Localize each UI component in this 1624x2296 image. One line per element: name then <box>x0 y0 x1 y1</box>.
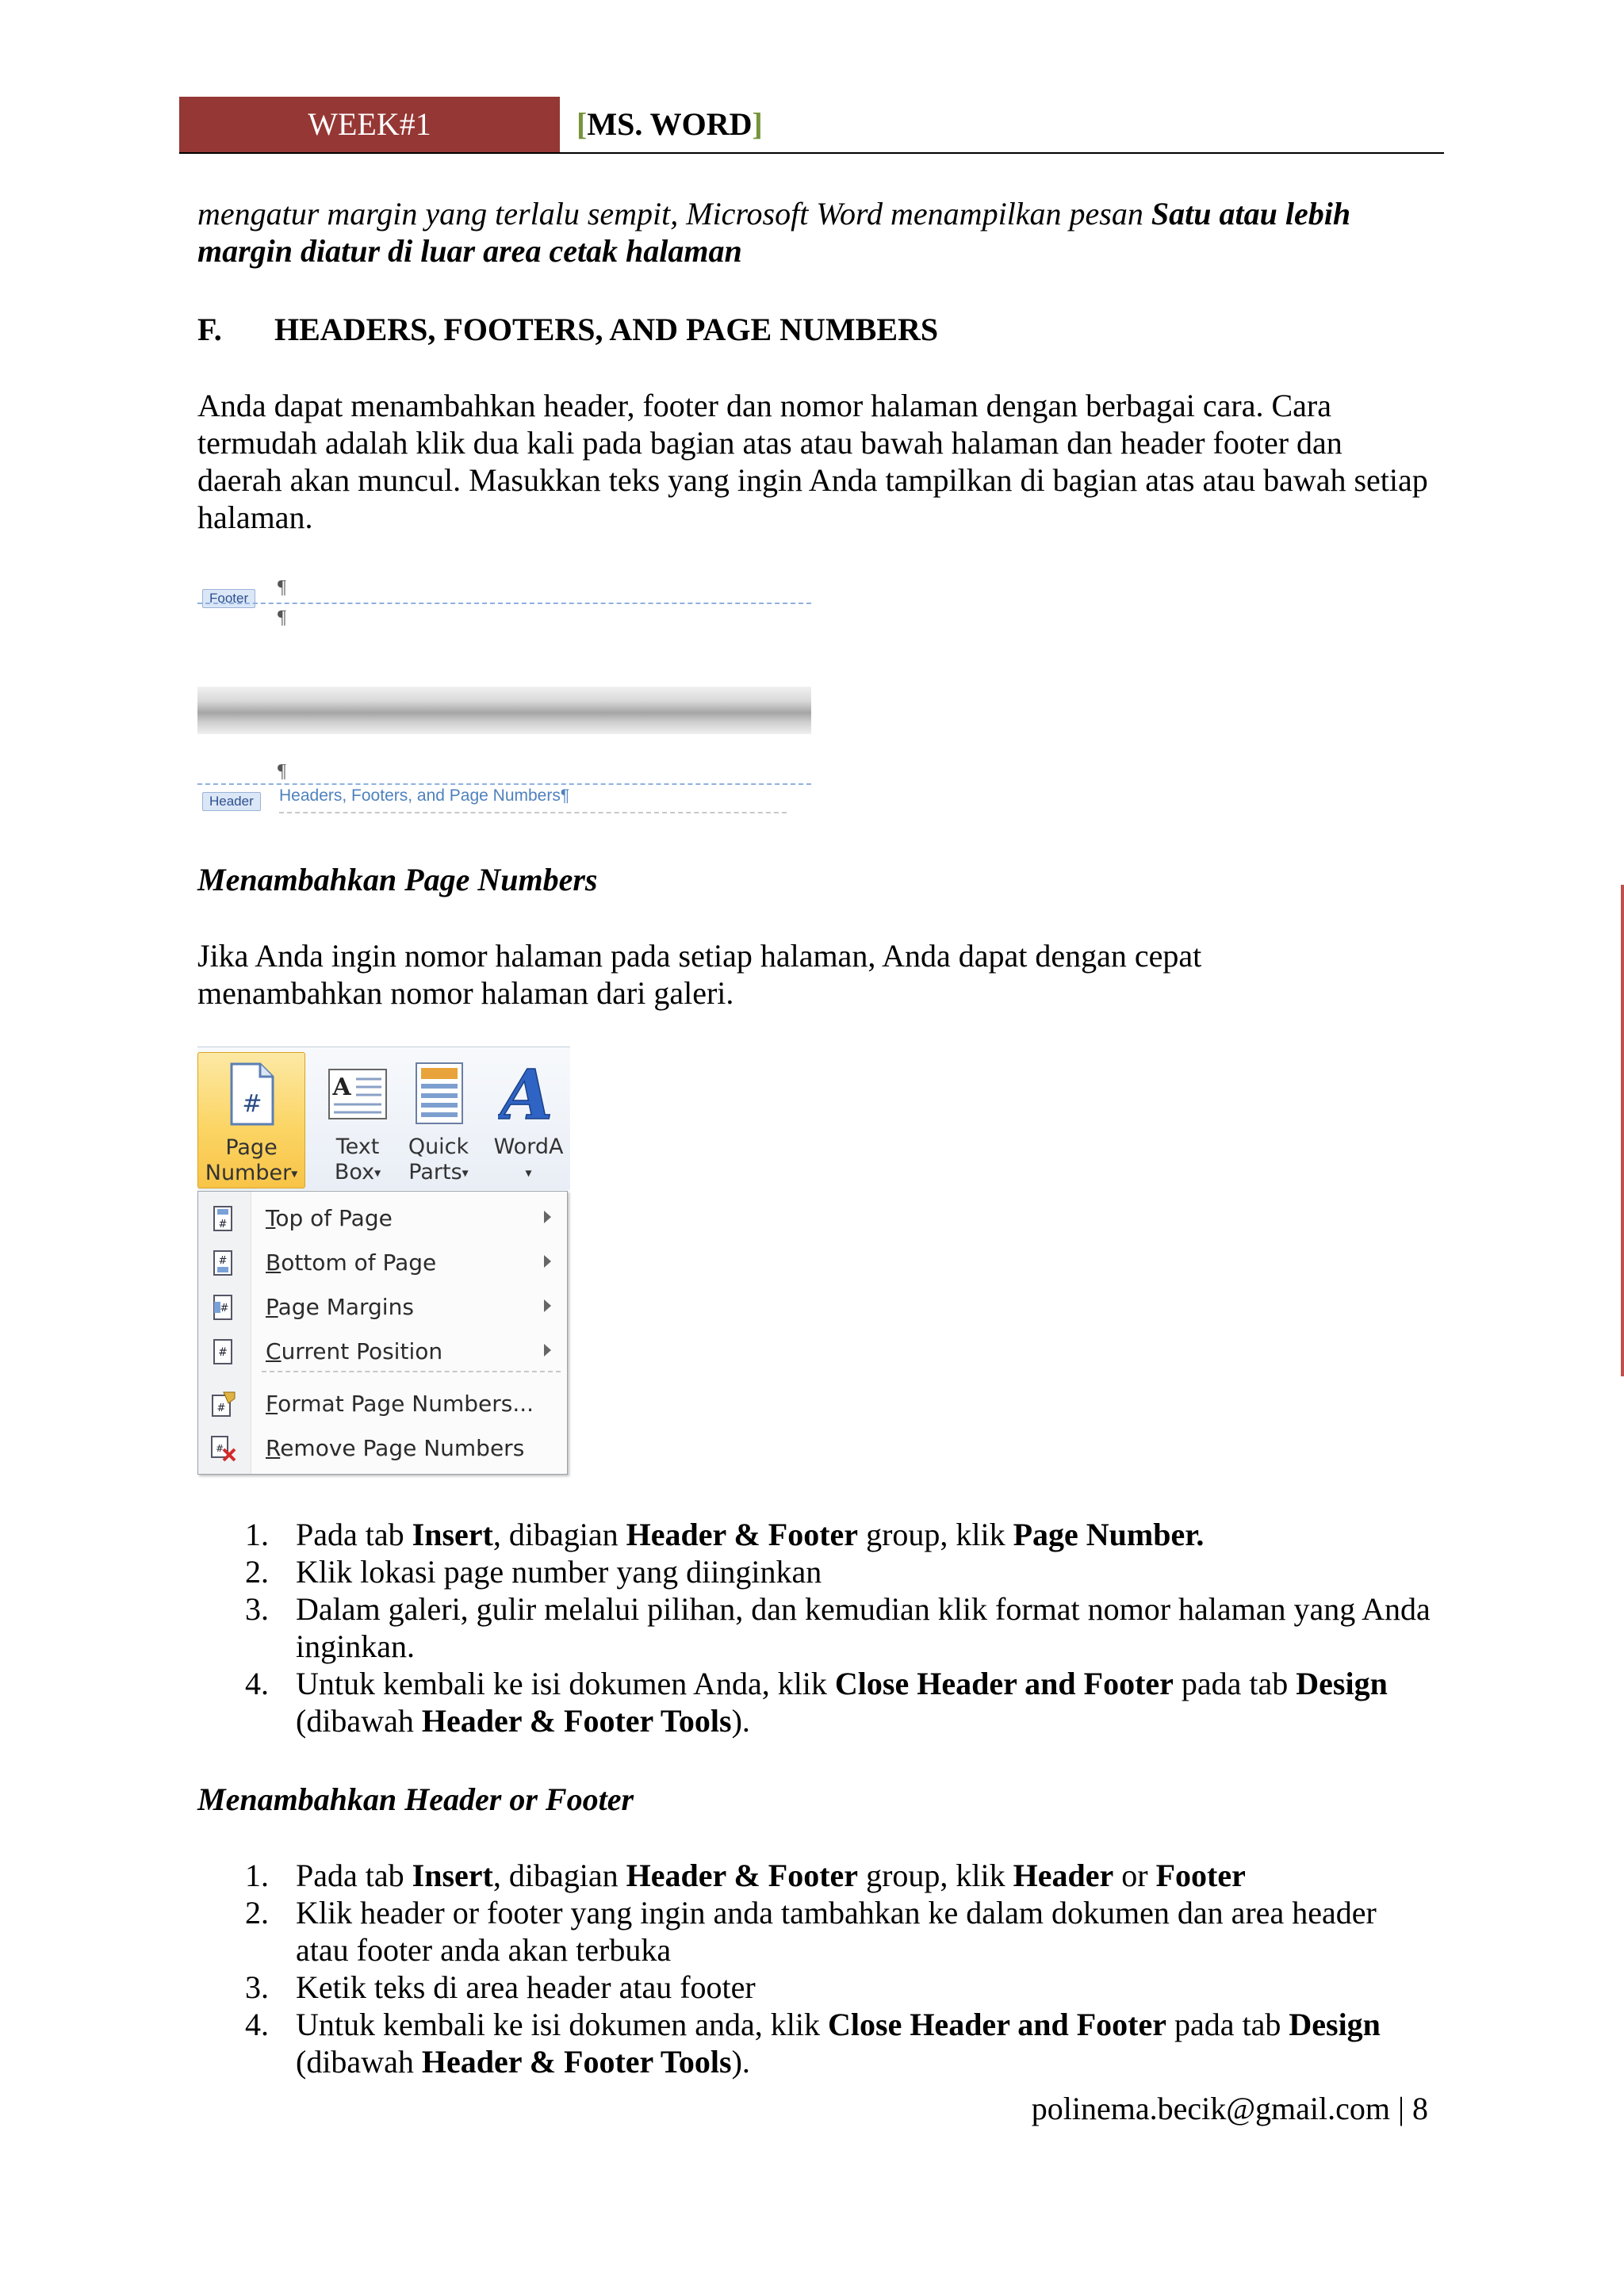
svg-text:A: A <box>500 1058 553 1125</box>
svg-text:#: # <box>216 1402 226 1414</box>
menu-item-bottom-of-page[interactable] <box>198 1244 567 1282</box>
page-numbers-steps <box>197 1516 1434 1739</box>
pilcrow-mark: ¶ <box>278 761 286 782</box>
list-item <box>197 1857 1434 1894</box>
list-text: group, klik <box>858 1858 1013 1893</box>
subheading-page-numbers: Menambahkan Page Numbers <box>197 862 598 897</box>
wordart-label-line1: WordA <box>493 1135 564 1159</box>
page-footer <box>1032 2090 1428 2128</box>
page-gap <box>197 687 811 734</box>
page-number-menu <box>197 1191 568 1475</box>
menu-access-key: P <box>266 1294 278 1320</box>
section-letter: F. <box>197 312 222 347</box>
bold-text: Design <box>1289 2007 1381 2042</box>
text-box-icon <box>327 1068 388 1120</box>
page-margins-icon <box>209 1294 236 1321</box>
menu-item-label: ormat Page Numbers... <box>278 1391 534 1417</box>
list-number: 3. <box>245 1591 269 1627</box>
footer-email: polinema.becik@gmail.com <box>1031 2091 1390 2126</box>
dropdown-caret-icon: ▾ <box>462 1165 469 1181</box>
list-number: 4. <box>245 2007 269 2042</box>
subheading-header-footer: Menambahkan Header or Footer <box>197 1781 634 1817</box>
list-text: ). <box>731 2044 750 2080</box>
menu-item-label: op of Page <box>275 1205 393 1231</box>
list-text: Pada tab <box>296 1517 412 1552</box>
page-number-label-line2: Number <box>205 1161 292 1185</box>
submenu-arrow-icon <box>544 1211 551 1223</box>
remove-page-numbers-icon <box>209 1435 236 1462</box>
list-number: 2. <box>245 1895 269 1931</box>
header-footer-screenshot <box>197 571 811 818</box>
text-box-label-line2: Box <box>334 1160 375 1184</box>
svg-text:#: # <box>242 1090 262 1118</box>
list-item <box>197 1665 1434 1739</box>
page-number-menu-screenshot <box>197 1047 570 1475</box>
header-week-label: WEEK#1 <box>179 97 560 152</box>
list-text: pada tab <box>1166 2007 1289 2042</box>
header-bracket-close: ] <box>752 106 763 142</box>
svg-text:A: A <box>332 1073 351 1101</box>
footer-tag: Footer <box>202 589 255 608</box>
menu-access-key: F <box>266 1391 278 1417</box>
menu-item-label: ottom of Page <box>281 1249 437 1276</box>
list-text: Pada tab <box>296 1858 412 1893</box>
list-text: Klik lokasi page number yang diinginkan <box>296 1554 822 1590</box>
bold-text: Header <box>1013 1858 1114 1893</box>
svg-text:#: # <box>220 1303 229 1314</box>
bold-text: Insert <box>412 1858 493 1893</box>
bold-text: Header & Footer Tools <box>421 1703 732 1739</box>
wordart-button[interactable] <box>487 1052 570 1187</box>
intro-paragraph <box>197 195 1434 270</box>
list-text: pada tab <box>1173 1666 1297 1701</box>
header-title-text: MS. WORD <box>587 106 753 142</box>
intro-bold-text: Satu atau lebih margin diatur di luar area cetak halaman <box>197 196 1351 269</box>
menu-access-key: T <box>266 1205 276 1231</box>
header-tag: Header <box>202 792 261 811</box>
list-item <box>197 1553 1434 1590</box>
menu-item-top-of-page[interactable] <box>198 1200 567 1238</box>
bold-text: Header & Footer <box>626 1517 859 1552</box>
bold-text: Header & Footer <box>626 1858 859 1893</box>
menu-item-remove-page-numbers[interactable] <box>198 1429 567 1468</box>
list-text: Dalam galeri, gulir melalui pilihan, dan kemudian klik format nomor halaman yang Anda inginkan. <box>296 1591 1431 1664</box>
dropdown-caret-icon: ▾ <box>291 1165 298 1181</box>
header-bracket-open: [ <box>576 106 588 142</box>
quick-parts-label-line2: Parts <box>408 1160 462 1184</box>
page-edge-mark <box>1621 885 1624 1376</box>
list-text: Untuk kembali ke isi dokumen anda, klik <box>296 2007 828 2042</box>
svg-text:#: # <box>218 1255 228 1267</box>
list-number: 1. <box>245 1517 269 1552</box>
menu-item-label: emove Page Numbers <box>280 1435 525 1461</box>
header-rule <box>179 152 1444 154</box>
menu-item-label: age Margins <box>278 1294 414 1320</box>
list-text: Untuk kembali ke isi dokumen Anda, klik <box>296 1666 835 1701</box>
bold-text: Header & Footer Tools <box>421 2044 732 2080</box>
menu-item-current-position[interactable] <box>198 1333 567 1371</box>
pilcrow-mark: ¶ <box>278 577 286 598</box>
intro-italic-text: mengatur margin yang terlalu sempit, Microsoft Word menampilkan pesan <box>197 196 1151 232</box>
page-bottom-icon <box>209 1249 236 1276</box>
list-item <box>197 2006 1434 2080</box>
insert-ribbon <box>197 1047 570 1190</box>
pilcrow-mark: ¶ <box>278 607 286 628</box>
list-number: 4. <box>245 1666 269 1701</box>
section-heading: HEADERS, FOOTERS, AND PAGE NUMBERS <box>274 312 939 347</box>
menu-access-key: R <box>266 1435 281 1461</box>
footer-boundary <box>197 603 811 604</box>
list-text: group, klik <box>858 1517 1013 1552</box>
list-text: , dibagian <box>492 1858 626 1893</box>
menu-access-key: C <box>266 1338 282 1364</box>
menu-item-format-page-numbers[interactable] <box>198 1385 567 1423</box>
page-number-icon <box>227 1062 276 1126</box>
list-text: (dibawah <box>296 1703 422 1739</box>
list-text: Ketik teks di area header atau footer <box>296 1969 756 2005</box>
svg-text:#: # <box>215 1443 224 1454</box>
quick-parts-label-line1: Quick <box>408 1135 469 1159</box>
svg-text:#: # <box>218 1219 228 1230</box>
quick-parts-button[interactable] <box>405 1052 472 1187</box>
quick-parts-icon <box>415 1062 464 1125</box>
list-item <box>197 1590 1434 1665</box>
current-position-icon <box>209 1338 236 1365</box>
header-boundary <box>197 783 811 785</box>
header-sample-text: Headers, Footers, and Page Numbers¶ <box>279 786 570 805</box>
body-text-line <box>279 812 787 813</box>
header-footer-steps <box>197 1857 1434 2080</box>
footer-page-number: 8 <box>1412 2091 1428 2126</box>
footer-separator: | <box>1389 2091 1412 2126</box>
page-number-label-line1: Page <box>225 1135 278 1160</box>
list-text: Klik header or footer yang ingin anda tambahkan ke dalam dokumen dan area header atau footer anda akan terbuka <box>296 1895 1377 1968</box>
list-text: ). <box>731 1703 750 1739</box>
page-number-button[interactable] <box>197 1052 305 1188</box>
page-top-icon <box>209 1205 236 1232</box>
bold-text: Design <box>1296 1666 1388 1701</box>
list-number: 1. <box>245 1858 269 1893</box>
text-box-button[interactable] <box>324 1052 391 1187</box>
list-item <box>197 1516 1434 1553</box>
list-text: or <box>1113 1858 1156 1893</box>
submenu-arrow-icon <box>544 1344 551 1357</box>
list-text: , dibagian <box>492 1517 626 1552</box>
submenu-arrow-icon <box>544 1299 551 1312</box>
svg-text:#: # <box>218 1346 228 1359</box>
bold-text: Close Header and Footer <box>828 2007 1166 2042</box>
list-item <box>197 1969 1434 2006</box>
format-page-numbers-icon <box>209 1391 236 1418</box>
list-item <box>197 1894 1434 1969</box>
menu-access-key: B <box>266 1249 282 1276</box>
bold-text: Close Header and Footer <box>834 1666 1174 1701</box>
bold-text: Page Number. <box>1013 1517 1205 1552</box>
dropdown-caret-icon: ▾ <box>525 1165 532 1181</box>
dropdown-caret-icon: ▾ <box>374 1165 381 1181</box>
list-text: (dibawah <box>296 2044 422 2080</box>
menu-separator <box>262 1371 561 1372</box>
wordart-icon <box>498 1058 555 1125</box>
menu-item-page-margins[interactable] <box>198 1288 567 1326</box>
header-title <box>576 100 763 149</box>
list-number: 2. <box>245 1554 269 1590</box>
bold-text: Insert <box>412 1517 493 1552</box>
submenu-arrow-icon <box>544 1255 551 1268</box>
menu-item-label: urrent Position <box>281 1338 443 1364</box>
bold-text: Footer <box>1155 1858 1246 1893</box>
text-box-label-line1: Text <box>335 1135 380 1159</box>
list-number: 3. <box>245 1969 269 2005</box>
page-numbers-paragraph: Jika Anda ingin nomor halaman pada setiap halaman, Anda dapat dengan cepat menambahkan nomor halaman dari galeri. <box>197 938 1202 1011</box>
section-paragraph: Anda dapat menambahkan header, footer dan nomor halaman dengan berbagai cara. Cara termudah adalah klik dua kali pada bagian atas atau bawah halaman dan header footer dan daerah akan muncul. Masukkan teks yang ingin Anda tampilkan di bagian atas atau bawah setiap halaman. <box>197 388 1428 535</box>
